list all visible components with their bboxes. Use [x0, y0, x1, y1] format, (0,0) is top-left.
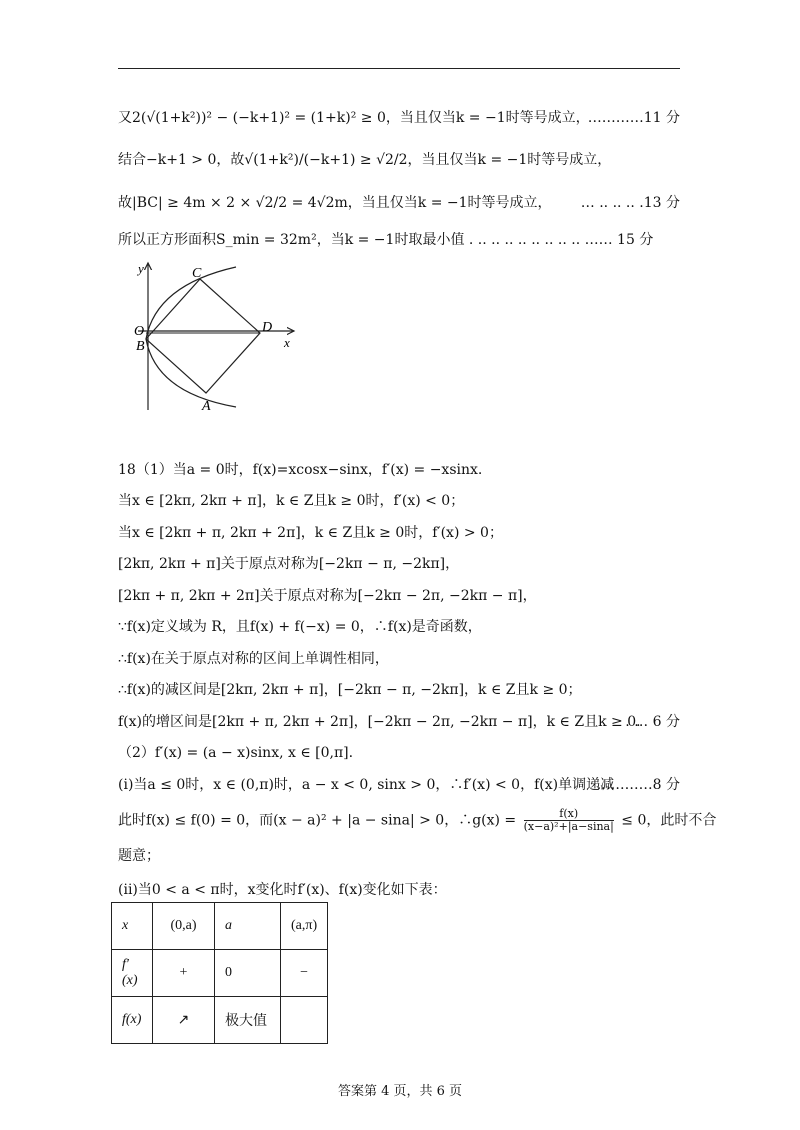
text-line-9: [2kπ + π, 2kπ + 2π]关于原点对称为[−2kπ − 2π, −2kπ − π]，: [118, 588, 537, 604]
score-11: …………11 分: [587, 110, 680, 126]
text-line-3: 故|BC| ≥ 4m × 2 × √2/2 = 4√2m，当且仅当k = −1时等号成立，: [118, 195, 552, 211]
square-figure: [118, 255, 308, 420]
fraction-gx: [524, 808, 614, 833]
label-b: B: [136, 339, 145, 354]
text-line-6: 当x ∈ [2kπ, 2kπ + π]，k ∈ Z且k ≥ 0时，f′(x) < 0；: [118, 493, 465, 509]
text-line-1: 又2(√(1+k²))² − (−k+1)² = (1+k)² ≥ 0，当且仅当k = −1时等号成立，: [118, 110, 590, 126]
text-line-13: f(x)的增区间是[2kπ + π, 2kπ + 2π]，[−2kπ − 2π, −2kπ − π]，k ∈ Z且k ≥ 0.: [118, 714, 641, 730]
table-row: [112, 950, 328, 997]
table-cell: x: [112, 903, 153, 950]
page-footer: 答案第 4 页，共 6 页: [337, 1084, 463, 1099]
text-line-4: 所以正方形面积S_min = 32m²，当k = −1时取最小值 . .. .. .. .. .. .. .. .. …… 15 分: [118, 232, 654, 248]
variation-table: [111, 902, 328, 1044]
table-cell: 0: [215, 950, 281, 997]
table-cell: a: [215, 903, 281, 950]
table-cell: +: [153, 950, 215, 997]
label-y: y: [138, 261, 144, 276]
table-cell: (a,π): [281, 903, 328, 950]
text-line-18: (ii)当0 < a < π时，x变化时f′(x)、f(x)变化如下表：: [118, 882, 447, 898]
text-line-8: [2kπ, 2kπ + π]关于原点对称为[−2kπ − π, −2kπ]，: [118, 556, 460, 572]
score-6: . … 6 分: [625, 714, 680, 730]
text-line-17: 题意；: [118, 848, 160, 864]
text-line-11: ∴f(x)在关于原点对称的区间上单调性相同，: [118, 651, 389, 667]
label-x: x: [284, 335, 290, 350]
label-a: A: [202, 399, 211, 414]
table-cell: (0,a): [153, 903, 215, 950]
table-cell: 极大值: [215, 997, 281, 1044]
text-line-2: 结合−k+1 > 0，故√(1+k²)/(−k+1) ≥ √2/2，当且仅当k = −1时等号成立，: [118, 152, 612, 168]
fraction-denominator: (x−a)²+|a−sina|: [523, 820, 614, 833]
table-row: [112, 997, 328, 1044]
text-line-14: （2）f′(x) = (a − x)sinx, x ∈ [0,π].: [118, 745, 354, 761]
text-line-16: [118, 808, 716, 833]
square-bcda: [146, 279, 260, 393]
text-line-16-end: ≤ 0，此时不合: [621, 812, 717, 829]
table-cell: −: [281, 950, 328, 997]
fraction-numerator: f(x): [524, 808, 614, 821]
table-cell: f′(x): [112, 950, 153, 997]
header-rule: [118, 68, 680, 69]
score-8: …………8 分: [596, 777, 680, 793]
text-line-10: ∵f(x)定义域为 R，且f(x) + f(−x) = 0，∴f(x)是奇函数，: [118, 619, 482, 635]
figure-svg: [118, 255, 308, 420]
label-c: C: [192, 266, 202, 281]
text-line-16-start: 此时f(x) ≤ f(0) = 0，而(x − a)² + |a − sina| > 0，∴g(x) =: [118, 812, 517, 829]
score-13: … .. .. .. .13 分: [580, 195, 680, 211]
parabola-curve: [146, 267, 236, 407]
label-o: O: [134, 324, 145, 339]
text-line-15: (i)当a ≤ 0时，x ∈ (0,π)时，a − x < 0, sinx > 0，∴f′(x) < 0，f(x)单调递减: [118, 777, 615, 793]
text-line-7: 当x ∈ [2kπ + π, 2kπ + 2π]，k ∈ Z且k ≥ 0时，f′(x) > 0；: [118, 525, 503, 541]
table-cell: [281, 997, 328, 1044]
text-line-5: 18（1）当a = 0时，f(x)=xcosx−sinx，f′(x) = −xsinx.: [118, 462, 483, 478]
table-cell: ↗: [153, 997, 215, 1044]
table-cell: f(x): [112, 997, 153, 1044]
table-row: [112, 903, 328, 950]
text-line-12: ∴f(x)的减区间是[2kπ, 2kπ + π]，[−2kπ − π, −2kπ]，k ∈ Z且k ≥ 0；: [118, 682, 582, 698]
label-d: D: [262, 320, 273, 335]
